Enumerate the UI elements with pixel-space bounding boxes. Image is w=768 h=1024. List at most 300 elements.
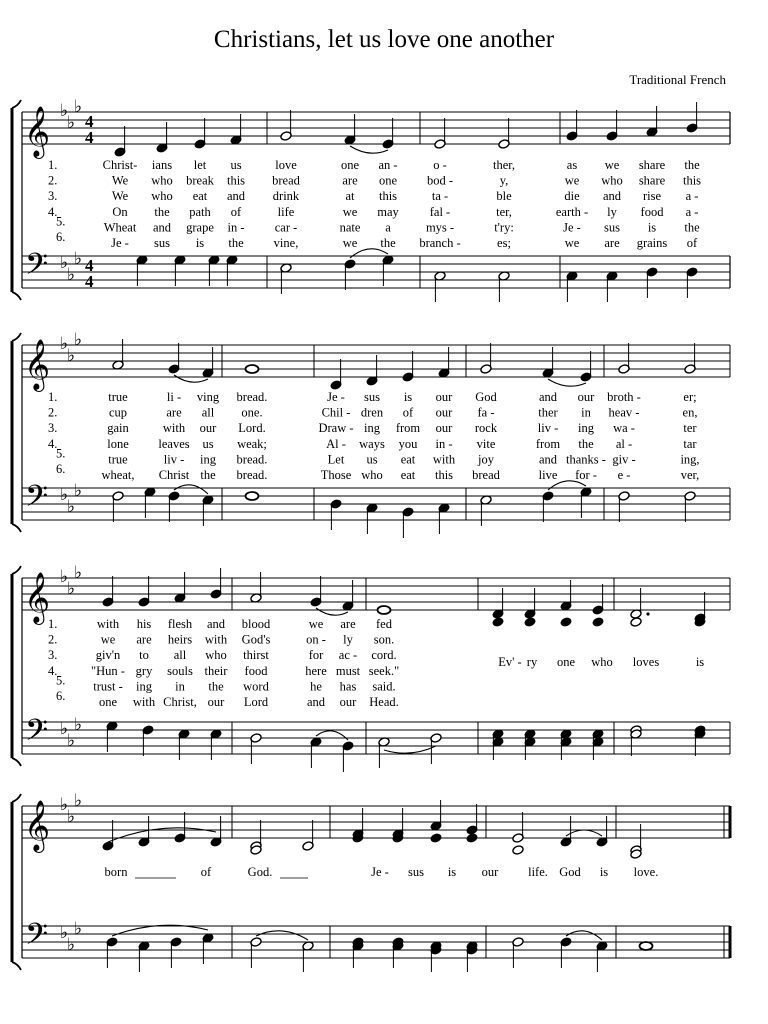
lyric-syllable: God	[559, 865, 581, 879]
lyric-syllable: Je -	[371, 865, 389, 879]
lyric-syllable: drink	[272, 189, 300, 204]
lyric-syllable: ing	[578, 421, 594, 436]
lyric-syllable: life	[277, 204, 295, 219]
lyric-line	[108, 390, 696, 404]
lyric-syllable: heav -	[608, 405, 640, 420]
lyric-syllable: cup	[108, 405, 128, 420]
lyric-syllable: life.	[528, 865, 548, 879]
lyric-syllable: has	[339, 679, 357, 694]
lyric-syllable: are	[604, 236, 620, 250]
lyric-syllable: Je -	[327, 390, 345, 404]
lyric-syllable: rock	[474, 421, 498, 436]
lyric-syllable: the	[228, 236, 244, 250]
lyric-syllable: bread	[272, 173, 300, 188]
verse-number: 4.	[48, 436, 58, 451]
lyric-syllable: Draw -	[318, 421, 354, 436]
lyric-syllable: born	[104, 865, 128, 879]
lyric-syllable: Lord.	[238, 421, 266, 436]
verse-number: 1.	[48, 158, 58, 172]
lyric-syllable: eat	[192, 189, 208, 204]
flat-icon: ♭	[74, 715, 83, 734]
lyric-syllable: is	[599, 865, 609, 879]
lyric-syllable: blood	[241, 617, 271, 631]
lyric-syllable: us	[202, 436, 214, 451]
verse-number: 5.	[56, 446, 66, 461]
flat-icon: ♭	[67, 346, 76, 365]
treble-staff	[22, 806, 730, 838]
quarter-note	[430, 833, 442, 844]
flat-icon: ♭	[74, 563, 83, 582]
lyric-syllable: grains	[636, 236, 668, 250]
lyric-syllable: fa -	[477, 405, 495, 420]
lyric-line	[107, 421, 697, 435]
lyric-syllable: sus	[154, 236, 170, 250]
lyric-syllable: fal -	[429, 204, 451, 219]
lyric-line	[109, 406, 698, 420]
lyric-syllable: en,	[682, 405, 698, 420]
lyric-syllable: one	[98, 695, 118, 709]
lyric-syllable: who	[205, 648, 227, 663]
lyric-syllable: who	[151, 189, 173, 204]
lyric-syllable: ry	[526, 655, 538, 669]
bracket-hook	[12, 794, 21, 802]
lyric-syllable: as	[566, 158, 578, 172]
bracket-hook	[12, 524, 21, 532]
lyric-syllable: share	[638, 173, 666, 188]
lyric-syllable: we	[342, 204, 358, 219]
slur	[548, 379, 586, 386]
lyric-syllable: li -	[166, 390, 182, 404]
lyric-line	[105, 865, 659, 879]
lyric-syllable: eat	[400, 452, 416, 467]
lyric-syllable: the	[154, 204, 170, 219]
lyric-syllable: Christ	[158, 468, 190, 482]
lyric-syllable: bread	[472, 468, 500, 482]
lyric-syllable: our	[339, 695, 357, 709]
lyric-syllable: the	[200, 468, 216, 482]
lyric-syllable: our	[435, 421, 453, 436]
flat-icon: ♭	[67, 731, 76, 750]
slur	[316, 731, 348, 740]
lyric-syllable: liv -	[163, 452, 185, 467]
dot	[646, 612, 649, 615]
treble-clef-icon: 𝄞	[24, 340, 51, 389]
lyric-syllable: t'ry:	[494, 220, 514, 235]
lyric-syllable: at	[345, 189, 355, 204]
lyric-syllable: tar	[683, 436, 697, 451]
lyric-syllable: trust -	[93, 679, 123, 694]
treble-staff	[22, 112, 730, 144]
quarter-note	[560, 617, 572, 628]
lyric-syllable: the	[380, 236, 396, 250]
lyric-syllable: to	[139, 648, 149, 663]
lyric-syllable: in	[581, 405, 591, 420]
bracket-hook	[12, 292, 21, 300]
slur	[384, 746, 436, 753]
lyric-syllable: and	[602, 189, 622, 204]
lyric-syllable: of	[402, 405, 414, 420]
lyric-syllable: the	[208, 679, 224, 694]
flat-icon: ♭	[60, 719, 69, 738]
hymn-title: Christians, let us love one another	[213, 26, 555, 53]
lyric-syllable: We	[111, 189, 129, 204]
lyric-syllable: o -	[433, 158, 447, 172]
lyric-syllable: food	[640, 204, 664, 219]
verse-number: 3.	[48, 421, 58, 436]
lyric-syllable: is	[447, 865, 457, 879]
lyric-line	[112, 174, 701, 188]
lyric-syllable: and	[538, 390, 558, 404]
lyric-syllable: er;	[683, 390, 697, 404]
lyric-syllable: Wheat	[103, 220, 137, 235]
lyric-syllable: in -	[435, 436, 453, 451]
bass-clef-icon: 𝄢	[25, 480, 49, 520]
bass-clef-icon: 𝄢	[25, 714, 49, 754]
lyric-syllable: souls	[167, 663, 193, 678]
slur	[174, 375, 208, 382]
lyric-syllable: On	[112, 204, 128, 219]
lyric-line	[111, 236, 698, 250]
lyric-syllable: ac -	[338, 648, 358, 663]
verse-number: 4.	[48, 204, 58, 219]
lyric-syllable: break	[186, 173, 214, 188]
time-signature-top: 4	[85, 256, 94, 275]
quarter-note	[524, 617, 536, 628]
lyric-line	[91, 664, 399, 678]
lyric-syllable: y,	[499, 173, 509, 188]
lyric-syllable: ing,	[680, 452, 700, 467]
quarter-note	[492, 617, 504, 628]
lyric-syllable: mys -	[425, 220, 455, 235]
lyric-syllable: us	[230, 158, 242, 172]
lyric-syllable: our	[435, 390, 453, 404]
lyric-syllable: this	[682, 173, 702, 188]
whole-note	[640, 942, 653, 950]
lyric-syllable: lone	[107, 436, 129, 451]
lyric-syllable: this	[378, 189, 398, 204]
lyric-syllable: ians	[151, 158, 173, 172]
bass-staff	[22, 722, 730, 754]
lyric-syllable: on -	[306, 632, 326, 647]
lyric-syllable: bread.	[236, 468, 268, 482]
lyric-syllable: nate	[339, 220, 361, 235]
lyric-line	[498, 655, 704, 669]
lyric-syllable: and	[538, 452, 558, 467]
bracket-hook	[12, 333, 21, 341]
lyric-syllable: Let	[327, 452, 345, 467]
flat-icon: ♭	[67, 497, 76, 516]
flat-icon: ♭	[74, 481, 83, 500]
lyric-syllable: leaves	[158, 436, 190, 451]
lyric-syllable: of	[200, 865, 212, 879]
flat-icon: ♭	[67, 265, 76, 284]
lyric-syllable: flesh	[167, 617, 193, 631]
lyric-syllable: joy	[478, 452, 494, 467]
lyric-syllable: of	[686, 236, 698, 250]
whole-note	[246, 365, 259, 373]
lyric-syllable: one	[378, 173, 398, 188]
lyric-syllable: we	[308, 617, 324, 631]
flat-icon: ♭	[60, 795, 69, 814]
lyric-syllable: word	[243, 679, 269, 694]
bracket-hook	[12, 758, 21, 766]
lyric-syllable: die	[564, 189, 580, 204]
flat-icon: ♭	[60, 567, 69, 586]
lyric-syllable: ly	[343, 632, 353, 647]
lyric-syllable: our	[207, 695, 225, 709]
lyric-syllable: car -	[274, 220, 298, 235]
lyric-syllable: who	[151, 173, 173, 188]
bass-clef-icon: 𝄢	[25, 918, 49, 958]
lyric-syllable: heirs	[167, 632, 193, 647]
time-signature-top: 4	[85, 112, 94, 131]
lyric-syllable: with	[132, 695, 156, 709]
lyric-syllable: here	[305, 663, 327, 678]
verse-number: 5.	[56, 673, 66, 688]
flat-icon: ♭	[74, 791, 83, 810]
lyric-syllable: eat	[400, 468, 416, 482]
bracket-hook	[12, 566, 21, 574]
half-note	[512, 845, 524, 856]
lyric-syllable: a -	[685, 204, 699, 219]
verse-number: 6.	[56, 230, 66, 244]
lyric-syllable: branch -	[419, 236, 461, 250]
quarter-note	[466, 833, 478, 844]
verse-number: 6.	[56, 689, 66, 703]
lyric-syllable: us	[366, 452, 378, 467]
lyric-syllable: grape	[186, 220, 214, 235]
lyric-syllable: gain	[107, 421, 129, 436]
lyric-syllable: "Hun -	[91, 663, 125, 678]
lyric-syllable: ter,	[496, 204, 512, 219]
verse-number: 5.	[56, 214, 66, 229]
lyric-syllable: he	[310, 679, 322, 694]
lyric-syllable: fed	[376, 617, 392, 631]
flat-icon: ♭	[74, 919, 83, 938]
lyric-syllable: from	[395, 421, 421, 436]
lyric-syllable: may	[377, 204, 399, 219]
lyric-syllable: a -	[685, 189, 699, 204]
lyric-syllable: Christ-	[102, 158, 138, 172]
lyric-syllable: and	[226, 189, 246, 204]
lyric-syllable: bread.	[236, 390, 268, 404]
lyric-syllable: ther	[538, 405, 558, 420]
composer-credit: Traditional French	[629, 72, 726, 87]
lyric-syllable: bread.	[236, 452, 268, 467]
lyric-syllable: let	[193, 158, 207, 172]
bass-staff	[22, 256, 730, 288]
time-signature-bottom: 4	[85, 128, 94, 147]
lyric-syllable: his	[136, 617, 152, 631]
lyric-syllable: food	[244, 663, 268, 678]
flat-icon: ♭	[60, 253, 69, 272]
lyric-syllable: true	[108, 452, 128, 467]
lyric-syllable: Christ,	[163, 695, 197, 709]
lyric-syllable: one.	[241, 405, 263, 420]
flat-icon: ♭	[74, 97, 83, 116]
lyric-syllable: ther,	[492, 158, 516, 172]
lyric-syllable: bod -	[426, 173, 454, 188]
flat-icon: ♭	[67, 579, 76, 598]
lyric-syllable: the	[578, 436, 594, 451]
lyric-syllable: is	[647, 220, 657, 235]
lyric-syllable: in -	[227, 220, 245, 235]
lyric-syllable: ter	[683, 421, 697, 436]
lyric-syllable: who	[601, 173, 623, 188]
lyric-syllable: earth -	[555, 204, 589, 219]
lyric-syllable: Ev' -	[498, 655, 522, 669]
lyric-syllable: ing	[136, 679, 152, 694]
lyric-syllable: ly	[607, 204, 617, 219]
lyric-syllable: their	[204, 663, 228, 678]
lyric-syllable: cord.	[371, 648, 397, 663]
lyric-syllable: for	[308, 648, 324, 663]
lyric-line	[96, 648, 397, 662]
lyric-syllable: love.	[633, 865, 659, 879]
lyric-syllable: ways	[359, 436, 385, 451]
lyric-syllable: we	[100, 632, 116, 647]
lyric-line	[97, 617, 393, 631]
lyric-syllable: love	[275, 158, 297, 172]
lyric-syllable: from	[535, 436, 561, 451]
lyric-syllable: vite	[476, 436, 496, 451]
flat-icon: ♭	[67, 807, 76, 826]
verse-number: 3.	[48, 189, 58, 204]
lyric-syllable: are	[166, 405, 182, 420]
lyric-syllable: ving	[196, 390, 220, 404]
treble-clef-icon: 𝄞	[24, 801, 51, 850]
flat-icon: ♭	[60, 485, 69, 504]
slur	[350, 146, 388, 153]
lyric-syllable: weak;	[237, 436, 267, 451]
lyric-syllable: Al -	[326, 436, 346, 451]
lyric-syllable: one	[556, 655, 576, 669]
lyric-line	[93, 679, 395, 693]
lyric-syllable: and	[206, 617, 226, 631]
lyric-syllable: with	[204, 632, 228, 647]
slur	[316, 608, 348, 615]
quarter-note	[592, 617, 604, 628]
lyric-syllable: es;	[497, 236, 511, 250]
lyric-syllable: son.	[373, 632, 395, 647]
verse-number: 2.	[48, 405, 58, 420]
lyric-syllable: Chil -	[321, 405, 351, 420]
verse-number: 3.	[48, 648, 58, 663]
lyric-syllable: God	[475, 390, 497, 404]
lyric-syllable: seek."	[368, 663, 400, 678]
lyric-syllable: thirst	[243, 648, 269, 663]
lyric-syllable: are	[136, 632, 152, 647]
lyric-syllable: and	[306, 695, 326, 709]
lyric-syllable: al -	[615, 436, 633, 451]
time-signature-bottom: 4	[85, 272, 94, 291]
lyric-syllable: a	[385, 220, 391, 235]
lyric-syllable: Head.	[369, 695, 399, 709]
flat-icon: ♭	[60, 101, 69, 120]
lyric-syllable: Je -	[111, 236, 129, 250]
lyric-syllable: our	[435, 405, 453, 420]
lyric-syllable: loves	[632, 655, 660, 669]
lyric-syllable: rise	[642, 189, 662, 204]
lyric-syllable: all	[173, 648, 187, 663]
lyric-syllable: we	[342, 236, 358, 250]
lyric-syllable: sus	[408, 865, 424, 879]
lyric-syllable: ta -	[431, 189, 449, 204]
lyric-syllable: sus	[604, 220, 620, 235]
lyric-line	[112, 189, 699, 203]
verse-number: 1.	[48, 617, 58, 631]
lyric-syllable: dren	[360, 405, 384, 420]
flat-icon: ♭	[67, 935, 76, 954]
lyric-syllable: thanks -	[566, 452, 606, 467]
lyric-syllable: true	[108, 390, 128, 404]
lyric-syllable: in	[175, 679, 185, 694]
lyric-syllable: this	[434, 468, 454, 482]
lyric-syllable: ble	[496, 189, 512, 204]
lyric-syllable: this	[226, 173, 246, 188]
lyric-syllable: giv'n	[95, 648, 121, 663]
lyric-syllable: an -	[378, 158, 398, 172]
lyric-syllable: we	[564, 173, 580, 188]
lyric-syllable: are	[340, 617, 356, 631]
lyric-line	[101, 633, 395, 647]
lyric-syllable: for -	[575, 468, 597, 482]
lyric-syllable: path	[189, 204, 211, 219]
lyric-syllable: our	[199, 421, 217, 436]
lyric-syllable: ver,	[680, 468, 700, 482]
lyric-syllable: one	[340, 158, 360, 172]
whole-note	[246, 492, 259, 500]
lyric-line	[104, 220, 700, 234]
lyric-syllable: of	[230, 204, 242, 219]
lyric-syllable: is	[403, 390, 413, 404]
lyric-syllable: God.	[247, 865, 273, 879]
lyric-syllable: with	[162, 421, 186, 436]
lyric-syllable: ing	[364, 421, 380, 436]
flat-icon: ♭	[74, 330, 83, 349]
bracket-hook	[12, 100, 21, 108]
half-note	[630, 617, 642, 628]
lyric-syllable: the	[684, 158, 700, 172]
lyric-line	[112, 205, 698, 219]
lyric-syllable: who	[361, 468, 383, 482]
lyric-syllable: broth -	[607, 390, 641, 404]
slur	[174, 485, 208, 494]
treble-clef-icon: 𝄞	[24, 107, 51, 156]
flat-icon: ♭	[74, 249, 83, 268]
lyric-syllable: and	[152, 220, 172, 235]
lyric-syllable: We	[111, 173, 129, 188]
lyric-syllable: who	[591, 655, 613, 669]
lyric-syllable: ing	[200, 452, 216, 467]
lyric-syllable: our	[577, 390, 595, 404]
lyric-syllable: sus	[364, 390, 380, 404]
slur	[566, 931, 602, 940]
lyric-syllable: must	[335, 663, 361, 678]
lyric-syllable: Je -	[563, 220, 581, 235]
lyric-syllable: we	[564, 236, 580, 250]
flat-icon: ♭	[60, 923, 69, 942]
lyric-syllable: e -	[617, 468, 631, 482]
slur	[548, 481, 586, 490]
lyric-syllable: live	[538, 468, 558, 482]
lyric-syllable: our	[481, 865, 499, 879]
lyric-syllable: with	[432, 452, 456, 467]
lyric-line	[99, 695, 399, 709]
whole-note	[378, 606, 391, 614]
lyric-syllable: all	[201, 405, 215, 420]
lyric-line	[102, 468, 700, 482]
